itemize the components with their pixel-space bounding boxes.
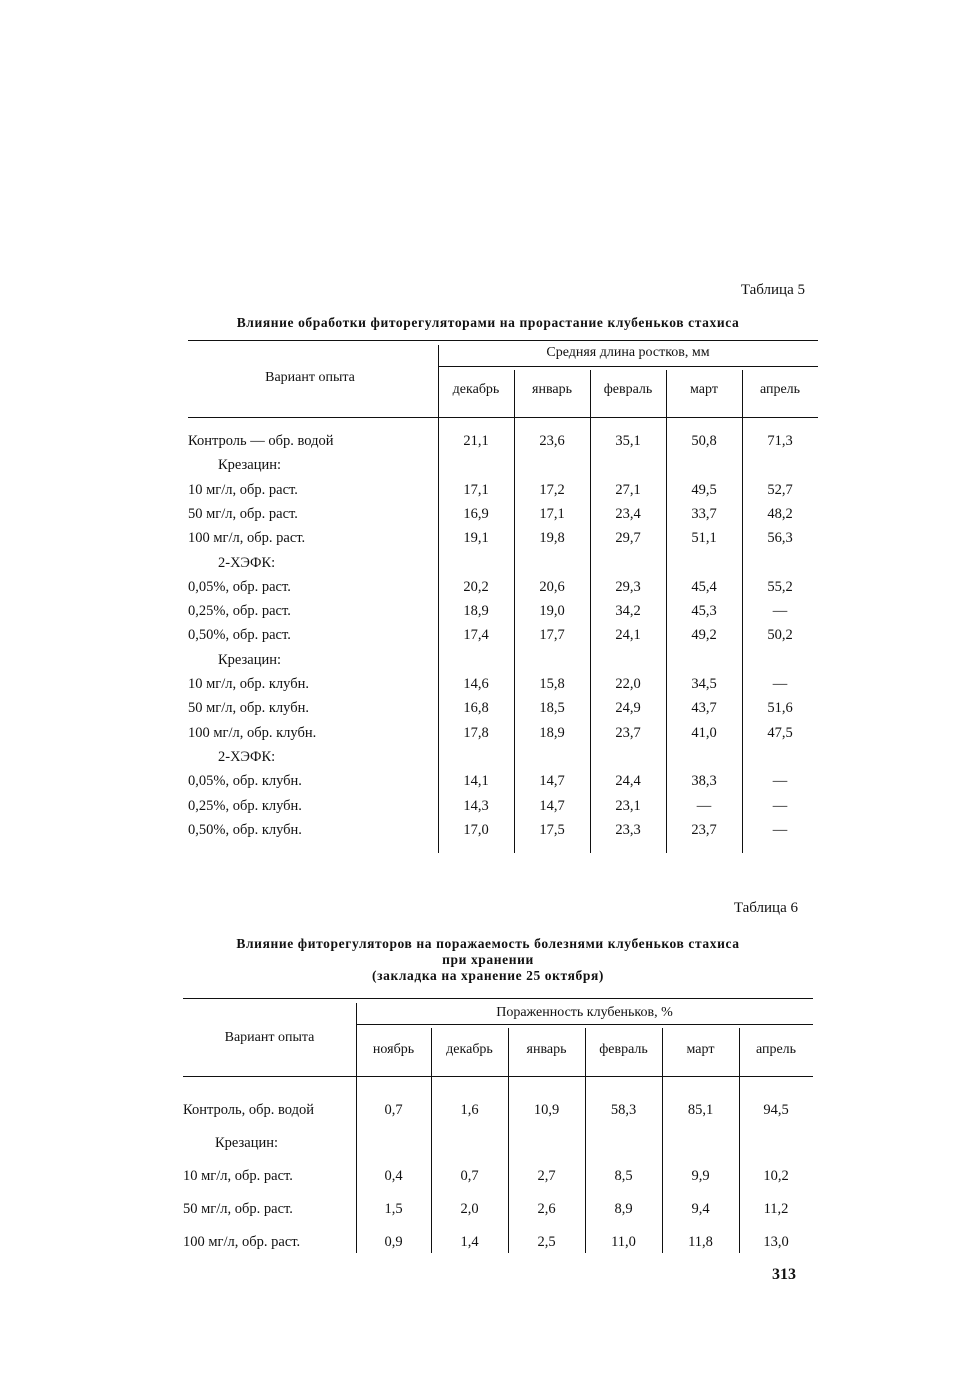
table5-cell: 17,2 — [539, 481, 565, 498]
table5-group-label: Крезацин: — [218, 651, 282, 668]
table5-cell: 17,5 — [539, 821, 565, 838]
table6-title-line2: при хранении — [442, 952, 534, 967]
table5-month-header: февраль — [603, 382, 653, 397]
table6-cell: 0,9 — [384, 1234, 403, 1250]
table6-cell: 11,2 — [763, 1201, 789, 1217]
table5-cell: 29,3 — [615, 578, 641, 595]
table5-cell: 19,1 — [463, 530, 489, 547]
table6-group-rule — [356, 1024, 813, 1025]
table5-cell: — — [772, 773, 788, 790]
table5-month-header: январь — [532, 382, 572, 397]
table5-cell: 23,7 — [615, 724, 641, 741]
table6-cell: 0,4 — [384, 1168, 403, 1184]
table5-cell: 14,3 — [463, 797, 489, 814]
table5-cell: 50,2 — [767, 627, 793, 644]
table6-cell: 1,4 — [460, 1234, 479, 1250]
table5-row-label: 0,05%, обр. клубн. — [188, 773, 302, 790]
table5-cell: 27,1 — [615, 481, 641, 498]
table5-cell: 19,8 — [539, 530, 565, 547]
table6-vline-4 — [662, 1028, 663, 1253]
table5-cell: 19,0 — [539, 603, 565, 620]
table5-cell: 17,4 — [463, 627, 489, 644]
table6-cell: 10,9 — [533, 1102, 560, 1118]
table5-cell: 45,4 — [691, 578, 717, 595]
table5-cell: 48,2 — [767, 505, 793, 522]
table5-variant-header: Вариант опыта — [265, 370, 355, 385]
table5-group-label: Крезацин: — [218, 457, 282, 474]
table5-cell: 50,8 — [691, 433, 717, 449]
table6-cell: 11,0 — [611, 1234, 636, 1250]
table5-cell: 16,8 — [463, 700, 489, 717]
table5-cell: 41,0 — [691, 724, 717, 741]
table5-row-label: 0,25%, обр. клубн. — [188, 797, 302, 814]
table5-cell: 29,7 — [615, 530, 641, 547]
table5-cell: 23,7 — [691, 821, 717, 838]
table5-cell: 21,1 — [463, 433, 489, 449]
table5-cell: 51,6 — [767, 700, 793, 717]
table5-group-header: Средняя длина ростков, мм — [546, 345, 710, 360]
table5-cell: 17,1 — [539, 505, 565, 522]
table5-top-rule — [188, 340, 818, 341]
table5-cell: 47,5 — [767, 724, 793, 741]
table5-cell: 14,6 — [463, 676, 489, 692]
table5-group-rule — [438, 366, 818, 367]
table5-month-header: март — [690, 382, 718, 397]
table6-cell: 0,7 — [460, 1168, 479, 1184]
table5-cell: 18,5 — [539, 700, 565, 717]
table6-cell: 1,5 — [384, 1201, 403, 1217]
table5-row-label: 0,50%, обр. раст. — [188, 627, 291, 644]
table6-vline-1 — [431, 1028, 432, 1253]
table6-row-label: 100 мг/л, обр. раст. — [183, 1234, 301, 1250]
table6-group-header: Пораженность клубеньков, % — [496, 1005, 673, 1020]
table6-cell: 9,4 — [691, 1201, 710, 1217]
table5-cell: 55,2 — [767, 578, 793, 595]
table5-cell: 17,7 — [539, 627, 565, 644]
table5-cell: 15,8 — [539, 676, 565, 692]
table5-cell: 56,3 — [767, 530, 793, 547]
table5-label: Таблица 5 — [740, 282, 805, 298]
table6-cell: 11,8 — [688, 1234, 713, 1250]
table5-cell: 23,6 — [539, 433, 565, 449]
table6-title-line3: (закладка на хранение 25 октября) — [372, 968, 604, 983]
table5-cell: — — [772, 676, 788, 692]
page-number: 313 — [772, 1266, 796, 1283]
table5-cell: 34,2 — [615, 603, 641, 620]
table6-month-header: январь — [526, 1042, 567, 1057]
table6-label: Таблица 6 — [733, 900, 798, 916]
table5-row-label: 0,05%, обр. раст. — [188, 578, 291, 595]
table5-title: Влияние обработки фиторегуляторами на прорастание клубеньков стахиса — [236, 315, 740, 330]
table5-row-label: 10 мг/л, обр. клубн. — [188, 676, 309, 692]
table5-row-label: 10 мг/л, обр. раст. — [188, 481, 298, 498]
table5-cell: 14,7 — [539, 773, 565, 790]
table5-month-header: апрель — [759, 382, 801, 397]
table6-vline-2 — [508, 1028, 509, 1253]
table6-cell: 85,1 — [687, 1102, 714, 1118]
table5-cell: 34,5 — [691, 676, 717, 692]
table5-cell: 16,9 — [463, 505, 489, 522]
table5-cell: 24,9 — [615, 700, 641, 717]
table5-cell: 71,3 — [767, 433, 793, 449]
table5-cell: 18,9 — [539, 724, 565, 741]
table5-row-label: 0,50%, обр. клубн. — [188, 821, 302, 838]
table5-cell: 18,9 — [463, 603, 489, 620]
table5-cell: 14,7 — [539, 797, 565, 814]
table5-header-rule — [188, 417, 818, 418]
table5-cell: 20,2 — [463, 578, 489, 595]
table5-row-label: Контроль — обр. водой — [188, 433, 334, 449]
table5-cell: 17,1 — [463, 481, 489, 498]
table6-cell: 94,5 — [763, 1102, 789, 1118]
table6-month-header: февраль — [599, 1042, 648, 1057]
table5-row-label: 100 мг/л, обр. клубн. — [188, 724, 317, 741]
table5-cell: 51,1 — [691, 530, 717, 547]
table6-cell: 58,3 — [610, 1102, 637, 1118]
table5-cell: 49,2 — [691, 627, 717, 644]
table6-row-label: Контроль, обр. водой — [183, 1102, 314, 1118]
table5-cell: — — [772, 797, 788, 814]
table5-cell: 24,1 — [615, 627, 641, 644]
table6-month-header: декабрь — [446, 1042, 493, 1057]
table6-title-line1: Влияние фиторегуляторов на поражаемость болезнями клубеньков стахиса — [236, 936, 740, 951]
table5-cell: 38,3 — [691, 773, 717, 790]
table6-cell: 9,9 — [691, 1168, 710, 1184]
table5-cell: 20,6 — [539, 578, 565, 595]
table6-group-label: Крезацин: — [215, 1135, 279, 1151]
table6-cell: 10,2 — [763, 1168, 789, 1184]
table6-cell: 2,7 — [537, 1168, 556, 1184]
table6-variant-header: Вариант опыта — [224, 1030, 315, 1045]
table6-row-label: 50 мг/л, обр. раст. — [183, 1201, 293, 1217]
table5-group-label: 2-ХЭФК: — [218, 554, 276, 571]
table5-group-label: 2-ХЭФК: — [218, 748, 276, 765]
table6-month-header: март — [686, 1042, 715, 1057]
table5-row-label: 50 мг/л, обр. клубн. — [188, 700, 309, 717]
table5-row-label: 50 мг/л, обр. раст. — [188, 505, 298, 522]
table5-cell: 43,7 — [691, 700, 717, 717]
table5-cell: 35,1 — [615, 433, 641, 449]
table6-cell: 2,5 — [537, 1234, 556, 1250]
table6-cell: 8,5 — [614, 1168, 633, 1184]
table5-cell: 24,4 — [615, 773, 641, 790]
table5-cell: 14,1 — [463, 773, 489, 790]
table5-month-header: декабрь — [452, 382, 500, 397]
table6-cell: 2,6 — [537, 1201, 556, 1217]
table6-cell: 1,6 — [460, 1102, 479, 1118]
table6-cell: 2,0 — [460, 1201, 479, 1217]
table5-cell: 22,0 — [615, 676, 641, 692]
table6-vline-3 — [585, 1028, 586, 1253]
table5-cell: 49,5 — [691, 481, 717, 498]
table5-row-label: 100 мг/л, обр. раст. — [188, 530, 306, 547]
table5-cell: 33,7 — [691, 505, 717, 522]
table5-cell: 23,4 — [615, 505, 641, 522]
table6-cell: 8,9 — [614, 1201, 633, 1217]
table5-cell: — — [696, 797, 712, 814]
table5-cell: 23,1 — [615, 797, 641, 814]
table6-header-rule — [183, 1076, 813, 1077]
table5-cell: 17,8 — [463, 724, 489, 741]
table5-cell: 45,3 — [691, 603, 717, 620]
table5-cell: 23,3 — [615, 821, 641, 838]
table5-cell: — — [772, 603, 788, 620]
table6-row-label: 10 мг/л, обр. раст. — [183, 1168, 293, 1184]
table6-month-header: апрель — [755, 1042, 797, 1057]
table5-cell: 17,0 — [463, 821, 489, 838]
table6-top-rule — [183, 998, 813, 999]
table5-cell: — — [772, 821, 788, 838]
table5-row-label: 0,25%, обр. раст. — [188, 603, 291, 620]
table6-vline-5 — [739, 1028, 740, 1253]
table5-cell: 52,7 — [767, 481, 793, 498]
table6-cell: 13,0 — [763, 1234, 789, 1250]
table6-month-header: ноябрь — [372, 1042, 415, 1057]
table6-cell: 0,7 — [384, 1102, 403, 1118]
